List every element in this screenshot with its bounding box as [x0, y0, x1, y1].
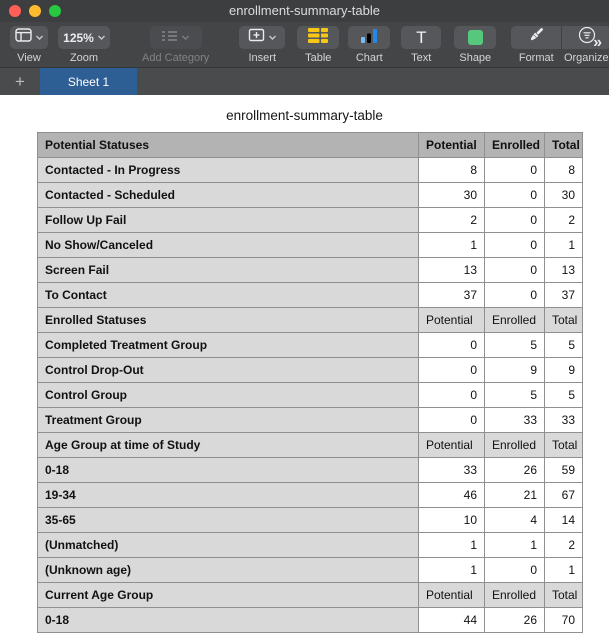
value-cell[interactable]: 33	[545, 408, 583, 433]
value-cell[interactable]: 67	[545, 483, 583, 508]
value-cell[interactable]: 30	[419, 183, 485, 208]
row-label-cell[interactable]: 35-65	[38, 508, 419, 533]
insert-plus-icon	[248, 28, 265, 47]
value-cell[interactable]: 1	[485, 533, 545, 558]
section-column-cell[interactable]: Potential	[419, 433, 485, 458]
window-title: enrollment-summary-table	[229, 3, 380, 18]
value-cell[interactable]: 0	[419, 408, 485, 433]
value-cell[interactable]: 1	[545, 558, 583, 583]
row-label-cell[interactable]: 0-18	[38, 608, 419, 633]
value-cell[interactable]: 2	[419, 208, 485, 233]
value-cell[interactable]: 2	[545, 208, 583, 233]
value-cell[interactable]: 0	[419, 333, 485, 358]
value-cell[interactable]: 70	[545, 608, 583, 633]
document-canvas[interactable]	[0, 95, 609, 634]
category-list-icon	[162, 29, 178, 47]
section-column-cell[interactable]: Enrolled	[485, 583, 545, 608]
insert-button[interactable]	[239, 26, 285, 64]
value-cell[interactable]: 9	[545, 358, 583, 383]
row-label-cell[interactable]: Contacted - Scheduled	[38, 183, 419, 208]
table-row	[38, 233, 583, 258]
value-cell[interactable]: 33	[419, 458, 485, 483]
table-row	[38, 508, 583, 533]
value-cell[interactable]: 1	[419, 558, 485, 583]
header-col-enrolled[interactable]: Enrolled	[485, 133, 545, 158]
table-row	[38, 258, 583, 283]
value-cell[interactable]: 37	[419, 283, 485, 308]
section-header-row	[38, 433, 583, 458]
value-cell[interactable]: 0	[485, 158, 545, 183]
table-title[interactable]: enrollment-summary-table	[226, 108, 383, 123]
row-label-cell[interactable]: To Contact	[38, 283, 419, 308]
table-row	[38, 333, 583, 358]
chevron-down-icon	[98, 35, 105, 40]
summary-table-body	[38, 158, 583, 633]
section-column-cell[interactable]: Potential	[419, 308, 485, 333]
text-label: Text	[411, 52, 432, 64]
value-cell[interactable]: 5	[545, 333, 583, 358]
header-col-total[interactable]: Total	[545, 133, 583, 158]
text-button[interactable]	[401, 26, 441, 64]
value-cell[interactable]: 0	[485, 283, 545, 308]
organize-button[interactable]	[561, 26, 609, 64]
value-cell[interactable]: 0	[485, 183, 545, 208]
row-label-cell[interactable]: Current Age Group	[38, 583, 419, 608]
chart-button[interactable]	[348, 26, 390, 64]
section-column-cell[interactable]: Enrolled	[485, 308, 545, 333]
sheet-tab-bar	[0, 68, 609, 95]
value-cell[interactable]: 8	[545, 158, 583, 183]
value-cell[interactable]: 33	[485, 408, 545, 433]
format-button[interactable]	[511, 26, 561, 64]
add-category-button	[142, 26, 209, 64]
table-row	[38, 558, 583, 583]
header-label-cell[interactable]: Potential Statuses	[38, 133, 419, 158]
row-label-cell[interactable]: (Unmatched)	[38, 533, 419, 558]
insert-label: Insert	[248, 52, 277, 64]
toolbar-overflow-button[interactable]: »	[593, 34, 601, 51]
section-column-cell[interactable]: Total	[545, 433, 583, 458]
value-cell[interactable]: 2	[545, 533, 583, 558]
table-row	[38, 383, 583, 408]
value-cell[interactable]: 1	[419, 233, 485, 258]
row-label-cell[interactable]: Screen Fail	[38, 258, 419, 283]
section-header-row	[38, 308, 583, 333]
value-cell[interactable]: 1	[545, 233, 583, 258]
section-header-row	[38, 583, 583, 608]
zoom-value: 125%	[63, 30, 94, 45]
value-cell[interactable]: 0	[485, 258, 545, 283]
chart-label: Chart	[355, 52, 383, 64]
section-column-cell[interactable]: Potential	[419, 583, 485, 608]
value-cell[interactable]: 30	[545, 183, 583, 208]
toolbar	[0, 22, 609, 68]
tab-sheet-1[interactable]: Sheet 1	[40, 68, 137, 95]
table-row	[38, 483, 583, 508]
section-column-cell[interactable]: Total	[545, 308, 583, 333]
value-cell[interactable]: 1	[419, 533, 485, 558]
shape-button[interactable]	[454, 26, 496, 64]
view-button[interactable]	[10, 26, 48, 64]
section-column-cell[interactable]: Enrolled	[485, 433, 545, 458]
value-cell[interactable]: 5	[545, 383, 583, 408]
enrollment-summary-table	[37, 132, 583, 633]
titlebar	[0, 0, 609, 22]
table-row	[38, 408, 583, 433]
row-label-cell[interactable]: No Show/Canceled	[38, 233, 419, 258]
row-label-cell[interactable]: Enrolled Statuses	[38, 308, 419, 333]
table-button[interactable]	[297, 26, 339, 64]
row-label-cell[interactable]: Follow Up Fail	[38, 208, 419, 233]
view-panels-icon	[15, 28, 32, 47]
table-row	[38, 533, 583, 558]
table-row	[38, 283, 583, 308]
shape-square-icon	[468, 30, 483, 45]
table-row	[38, 358, 583, 383]
value-cell[interactable]: 4	[485, 508, 545, 533]
value-cell[interactable]: 8	[419, 158, 485, 183]
table-header-row	[38, 133, 583, 158]
value-cell[interactable]: 26	[485, 608, 545, 633]
value-cell[interactable]: 44	[419, 608, 485, 633]
text-t-icon: T	[416, 28, 427, 47]
row-label-cell[interactable]: Completed Treatment Group	[38, 333, 419, 358]
table-label: Table	[305, 52, 332, 64]
value-cell[interactable]: 14	[545, 508, 583, 533]
value-cell[interactable]: 46	[419, 483, 485, 508]
value-cell[interactable]: 59	[545, 458, 583, 483]
row-label-cell[interactable]: Treatment Group	[38, 408, 419, 433]
chevron-down-icon	[36, 35, 43, 40]
header-col-potential[interactable]: Potential	[419, 133, 485, 158]
value-cell[interactable]: 0	[485, 208, 545, 233]
value-cell[interactable]: 13	[419, 258, 485, 283]
organize-label: Organize	[563, 52, 609, 64]
section-column-cell[interactable]: Total	[545, 583, 583, 608]
table-row	[38, 183, 583, 208]
value-cell[interactable]: 13	[545, 258, 583, 283]
value-cell[interactable]: 37	[545, 283, 583, 308]
table-row	[38, 608, 583, 633]
shape-label: Shape	[459, 52, 492, 64]
add-sheet-button[interactable]: +	[15, 71, 25, 91]
add-category-label: Add Category	[142, 52, 210, 64]
value-cell[interactable]: 5	[485, 383, 545, 408]
row-label-cell[interactable]: Age Group at time of Study	[38, 433, 419, 458]
chevron-down-icon	[269, 35, 276, 40]
row-label-cell[interactable]: Contacted - In Progress	[38, 158, 419, 183]
value-cell[interactable]: 0	[485, 233, 545, 258]
table-row	[38, 208, 583, 233]
zoom-button[interactable]	[58, 26, 110, 64]
zoom-label: Zoom	[69, 52, 99, 64]
row-label-cell[interactable]: Control Group	[38, 383, 419, 408]
bar-chart-icon	[361, 28, 378, 48]
value-cell[interactable]: 0	[419, 358, 485, 383]
table-row	[38, 458, 583, 483]
value-cell[interactable]: 10	[419, 508, 485, 533]
value-cell[interactable]: 0	[419, 383, 485, 408]
row-label-cell[interactable]: 19-34	[38, 483, 419, 508]
value-cell[interactable]: 5	[485, 333, 545, 358]
value-cell[interactable]: 0	[485, 558, 545, 583]
view-label: View	[17, 52, 41, 64]
row-label-cell[interactable]: 0-18	[38, 458, 419, 483]
value-cell[interactable]: 21	[485, 483, 545, 508]
table-grid-icon	[308, 28, 328, 48]
format-label: Format	[518, 52, 554, 64]
row-label-cell[interactable]: (Unknown age)	[38, 558, 419, 583]
value-cell[interactable]: 9	[485, 358, 545, 383]
row-label-cell[interactable]: Control Drop-Out	[38, 358, 419, 383]
table-row	[38, 158, 583, 183]
format-brush-icon	[527, 27, 546, 49]
chevron-down-icon	[182, 35, 189, 40]
value-cell[interactable]: 26	[485, 458, 545, 483]
